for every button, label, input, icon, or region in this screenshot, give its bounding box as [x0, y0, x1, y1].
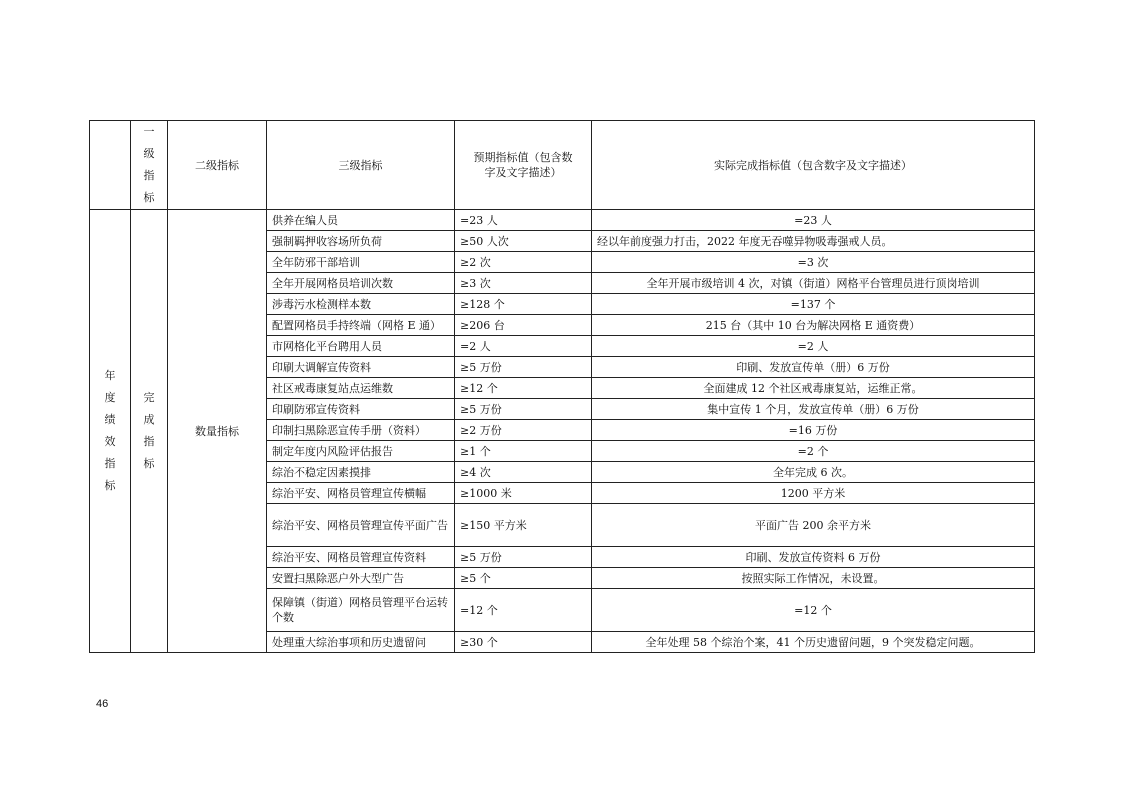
- expected-cell: ≥206 台: [455, 315, 592, 336]
- item-cell: 配置网格员手持终端（网格 E 通）: [267, 315, 455, 336]
- actual-cell: 印刷、发放宣传资料 6 万份: [592, 547, 1035, 568]
- actual-cell: 全面建成 12 个社区戒毒康复站，运维正常。: [592, 378, 1035, 399]
- expected-cell: ≥128 个: [455, 294, 592, 315]
- item-cell: 印制扫黑除恶宣传手册（资料）: [267, 420, 455, 441]
- actual-cell: =16 万份: [592, 420, 1035, 441]
- item-cell: 市网格化平台聘用人员: [267, 336, 455, 357]
- actual-cell: 按照实际工作情况，未设置。: [592, 568, 1035, 589]
- expected-cell: =2 人: [455, 336, 592, 357]
- item-cell: 全年开展网格员培训次数: [267, 273, 455, 294]
- actual-cell: 215 台（其中 10 台为解决网格 E 通资费）: [592, 315, 1035, 336]
- item-cell: 综治平安、网格员管理宣传资料: [267, 547, 455, 568]
- expected-cell: ≥4 次: [455, 462, 592, 483]
- item-cell: 强制羁押收容场所负荷: [267, 231, 455, 252]
- actual-cell: =3 次: [592, 252, 1035, 273]
- actual-cell: 经以年前度强力打击，2022 年度无吞噬异物吸毒强戒人员。: [592, 231, 1035, 252]
- expected-cell: ≥30 个: [455, 632, 592, 653]
- expected-cell: ≥3 次: [455, 273, 592, 294]
- item-cell: 综治平安、网格员管理宣传横幅: [267, 483, 455, 504]
- expected-cell: ≥150 平方米: [455, 504, 592, 547]
- header-row: [90, 121, 1035, 210]
- item-cell: 印刷大调解宣传资料: [267, 357, 455, 378]
- actual-cell: =2 人: [592, 336, 1035, 357]
- page-number: 46: [96, 698, 109, 710]
- expected-cell: ≥12 个: [455, 378, 592, 399]
- expected-cell: =12 个: [455, 589, 592, 632]
- actual-cell: =137 个: [592, 294, 1035, 315]
- expected-cell: ≥2 万份: [455, 420, 592, 441]
- performance-indicator-table: [89, 120, 1035, 653]
- expected-cell: ≥5 个: [455, 568, 592, 589]
- item-cell: 涉毒污水检测样本数: [267, 294, 455, 315]
- actual-cell: 集中宣传 1 个月，发放宣传单（册）6 万份: [592, 399, 1035, 420]
- header-level2: 二级指标: [168, 121, 267, 210]
- actual-cell: 全年处理 58 个综治个案，41 个历史遗留问题，9 个突发稳定问题。: [592, 632, 1035, 653]
- table-body: [90, 121, 1035, 653]
- completion-indicator-label: 完 成 指 标: [131, 210, 168, 653]
- item-cell: 安置扫黑除恶户外大型广告: [267, 568, 455, 589]
- expected-cell: ≥2 次: [455, 252, 592, 273]
- expected-cell: ≥50 人次: [455, 231, 592, 252]
- item-cell: 综治平安、网格员管理宣传平面广告: [267, 504, 455, 547]
- item-cell: 综治不稳定因素摸排: [267, 462, 455, 483]
- actual-cell: 全年开展市级培训 4 次，对镇（街道）网格平台管理员进行顶岗培训: [592, 273, 1035, 294]
- actual-cell: 全年完成 6 次。: [592, 462, 1035, 483]
- table-row: [90, 210, 1035, 231]
- item-cell: 制定年度内风险评估报告: [267, 441, 455, 462]
- item-cell: 处理重大综治事项和历史遗留问: [267, 632, 455, 653]
- header-level1: 一 级 指 标: [131, 121, 168, 210]
- expected-cell: ≥5 万份: [455, 357, 592, 378]
- header-level3: 三级指标: [267, 121, 455, 210]
- actual-cell: 1200 平方米: [592, 483, 1035, 504]
- actual-cell: 印刷、发放宣传单（册）6 万份: [592, 357, 1035, 378]
- item-cell: 保障镇（街道）网格员管理平台运转个数: [267, 589, 455, 632]
- quantity-indicator-label: 数量指标: [168, 210, 267, 653]
- annual-performance-label: 年 度 绩 效 指 标: [90, 210, 131, 653]
- item-cell: 印刷防邪宣传资料: [267, 399, 455, 420]
- expected-cell: ≥1000 米: [455, 483, 592, 504]
- actual-cell: =23 人: [592, 210, 1035, 231]
- item-cell: 供养在编人员: [267, 210, 455, 231]
- expected-cell: =23 人: [455, 210, 592, 231]
- item-cell: 社区戒毒康复站点运维数: [267, 378, 455, 399]
- expected-cell: ≥5 万份: [455, 399, 592, 420]
- actual-cell: =2 个: [592, 441, 1035, 462]
- header-col-a: [90, 121, 131, 210]
- header-actual: 实际完成指标值（包含数字及文字描述）: [592, 121, 1035, 210]
- actual-cell: =12 个: [592, 589, 1035, 632]
- expected-cell: ≥1 个: [455, 441, 592, 462]
- indicator-table-container: [89, 120, 1035, 653]
- item-cell: 全年防邪干部培训: [267, 252, 455, 273]
- actual-cell: 平面广告 200 余平方米: [592, 504, 1035, 547]
- expected-cell: ≥5 万份: [455, 547, 592, 568]
- header-expected: 预期指标值（包含数字及文字描述）: [455, 121, 592, 210]
